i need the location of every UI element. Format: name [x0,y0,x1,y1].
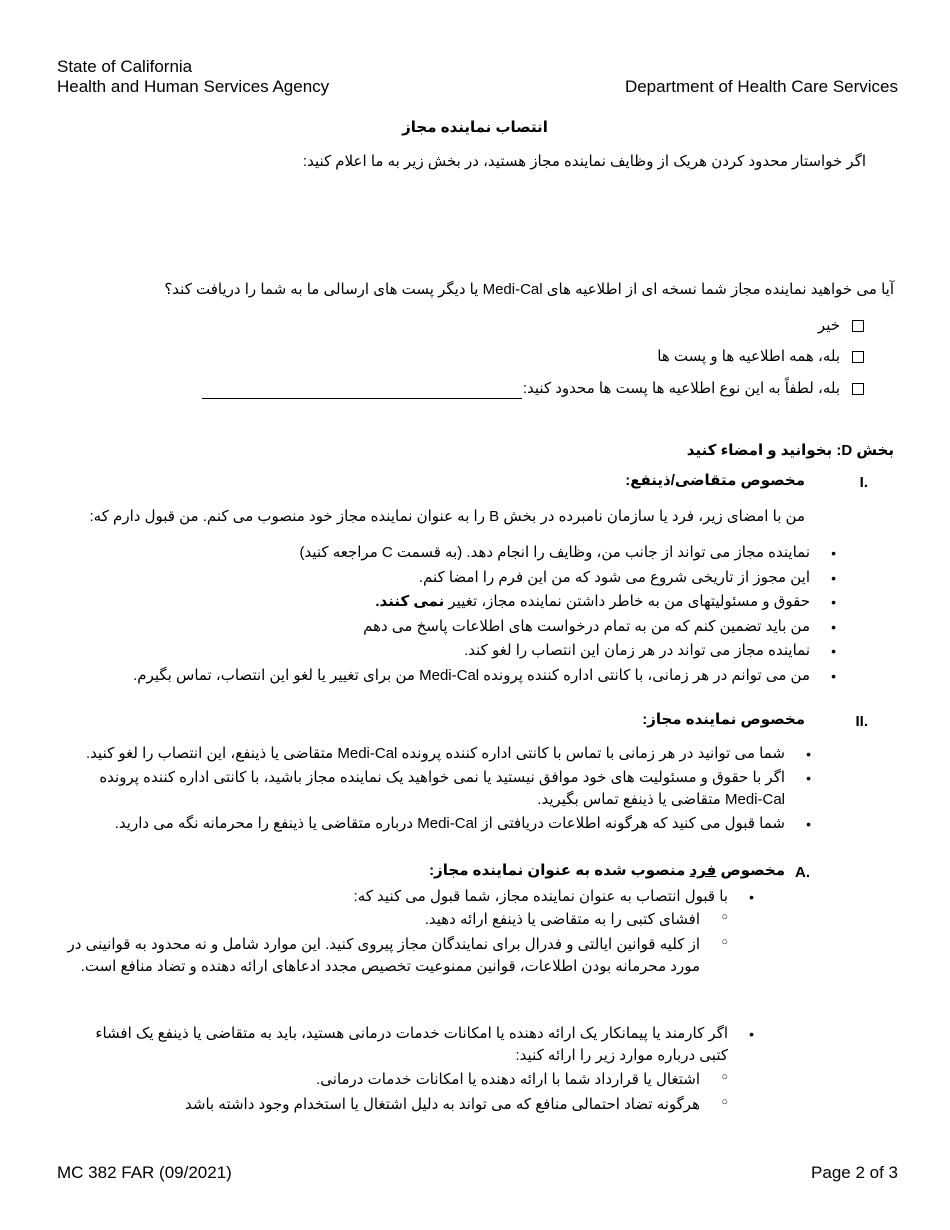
copy-question: آیا می خواهید نماینده مجاز شما نسخه ای از اطلاعیه های Medi-Cal یا دیگر پست های ارسالی ما به شما را دریافت کند؟ [164,281,894,298]
checkbox[interactable] [852,351,864,363]
list-item: حقوق و مسئولیتهای من به خاطر داشتن نماینده مجاز، تغییر نمی کنند. • [375,593,836,610]
part-2-list [45,743,811,835]
part-1-list [70,542,836,687]
list-item: با قبول انتصاب به عنوان نماینده مجاز، شما قبول می کنید که: • [353,888,754,905]
part-a-item-2 [48,1023,754,1067]
checkbox-label: بله، لطفاً به این نوع اطلاعیه ها پست ها محدود کنید: [522,380,840,397]
part-2-heading: مخصوص نماینده مجاز: [642,711,805,728]
department-name: Department of Health Care Services [624,77,898,96]
checkbox[interactable] [852,383,864,395]
list-item: شما قبول می کنید که هرگونه اطلاعات دریافتی از Medi-Cal درباره متقاضی یا ذینفع را محرمانه نگه می دارید. • [114,815,811,832]
part-a-item-1-sublist [50,909,728,978]
checkbox[interactable] [852,320,864,332]
state-name: State of California [57,57,193,76]
part-a-letter: A. [795,864,810,881]
list-item: شما می توانید در هر زمانی با تماس با کانتی اداره کننده پرونده Medi-Cal متقاضی یا ذینفع، این انتصاب را لغو کنید. • [86,745,811,762]
part-1-intro: من با امضای زیر، فرد یا سازمان نامبرده در بخش B را به عنوان نماینده مجاز خود منصوب می کنم. من قبول دارم که: [89,508,805,525]
page-title: انتصاب نماینده مجاز [402,119,548,136]
part-a-heading: مخصوص فرد منصوب شده به عنوان نماینده مجاز: [429,862,785,879]
list-item: من باید تضمین کنم که من به تمام درخواست های اطلاعات پاسخ می دهم • [363,617,836,635]
list-item: نماینده مجاز می تواند در هر زمان این انتصاب را لغو کند. • [464,642,836,659]
checkbox-label: خیر [817,317,840,334]
part-2-numeral: II. [855,713,868,730]
list-item: این مجوز از تاریخی شروع می شود که من این فرم را امضا کنم. • [418,568,836,586]
sub-list-item: اشتغال یا قرارداد شما با ارائه دهنده یا امکانات خدمات درمانی. ○ [316,1071,728,1088]
sub-list-item: از کلیه قوانین ایالتی و فدرال برای نمایندگان مجاز پیروی کنید. این موارد شامل و نه محدود به قوانینی در ○ مورد محرمانه بودن اطلاعات، قوانین ممنوعیت تخصیص مجدد ادعاهای ارائه دهنده و تضاد منافع است. [67,936,728,975]
limit-input-line[interactable] [202,383,522,399]
list-item: اگر با حقوق و مسئولیت های خود موافق نیستید یا نمی خواهید یک نماینده مجاز باشید، با کانتی اداره کننده پرونده • Medi-Cal متقاضی یا ذینفع تماس بگیرید. [99,769,811,808]
part-1-heading: مخصوص متقاضی/ذینفع: [625,472,805,489]
part-1-numeral: I. [859,474,868,491]
list-item: اگر کارمند یا پیمانکار یک ارائه دهنده یا امکانات خدمات درمانی هستید، باید به متقاضی یا ذینفع یک افشاء • کتبی درباره موارد زیر را ارائه کنید: [95,1025,754,1064]
list-item: نماینده مجاز می تواند از جانب من، وظایف را انجام دهد. (به قسمت C مراجعه کنید) • [299,544,836,561]
part-a-item-1 [48,886,754,908]
agency-name: Health and Human Services Agency [57,77,330,96]
list-item: من می توانم در هر زمانی، با کانتی اداره کننده پرونده Medi-Cal من برای تغییر یا لغو این انتصاب، تماس بگیرم. • [133,666,836,684]
intro-text: اگر خواستار محدود کردن هریک از وظایف نماینده مجاز هستید، در بخش زیر به ما اعلام کنید: [302,153,866,170]
checkbox-label: بله، همه اطلاعیه ها و پست ها [657,348,840,365]
agency-header [57,57,329,97]
page-number: Page 2 of 3 [811,1163,898,1182]
section-d-heading: بخش D: بخوانید و امضاء کنید [686,442,894,459]
sub-list-item: افشای کتبی را به متقاضی یا ذینفع ارائه دهید. ○ [424,911,728,928]
form-id: MC 382 FAR (09/2021) [57,1163,232,1182]
sub-list-item: هرگونه تضاد احتمالی منافع که می تواند به دلیل اشتغال یا استخدام وجود داشته باشد ○ [185,1096,728,1113]
part-a-item-2-sublist [50,1069,728,1116]
